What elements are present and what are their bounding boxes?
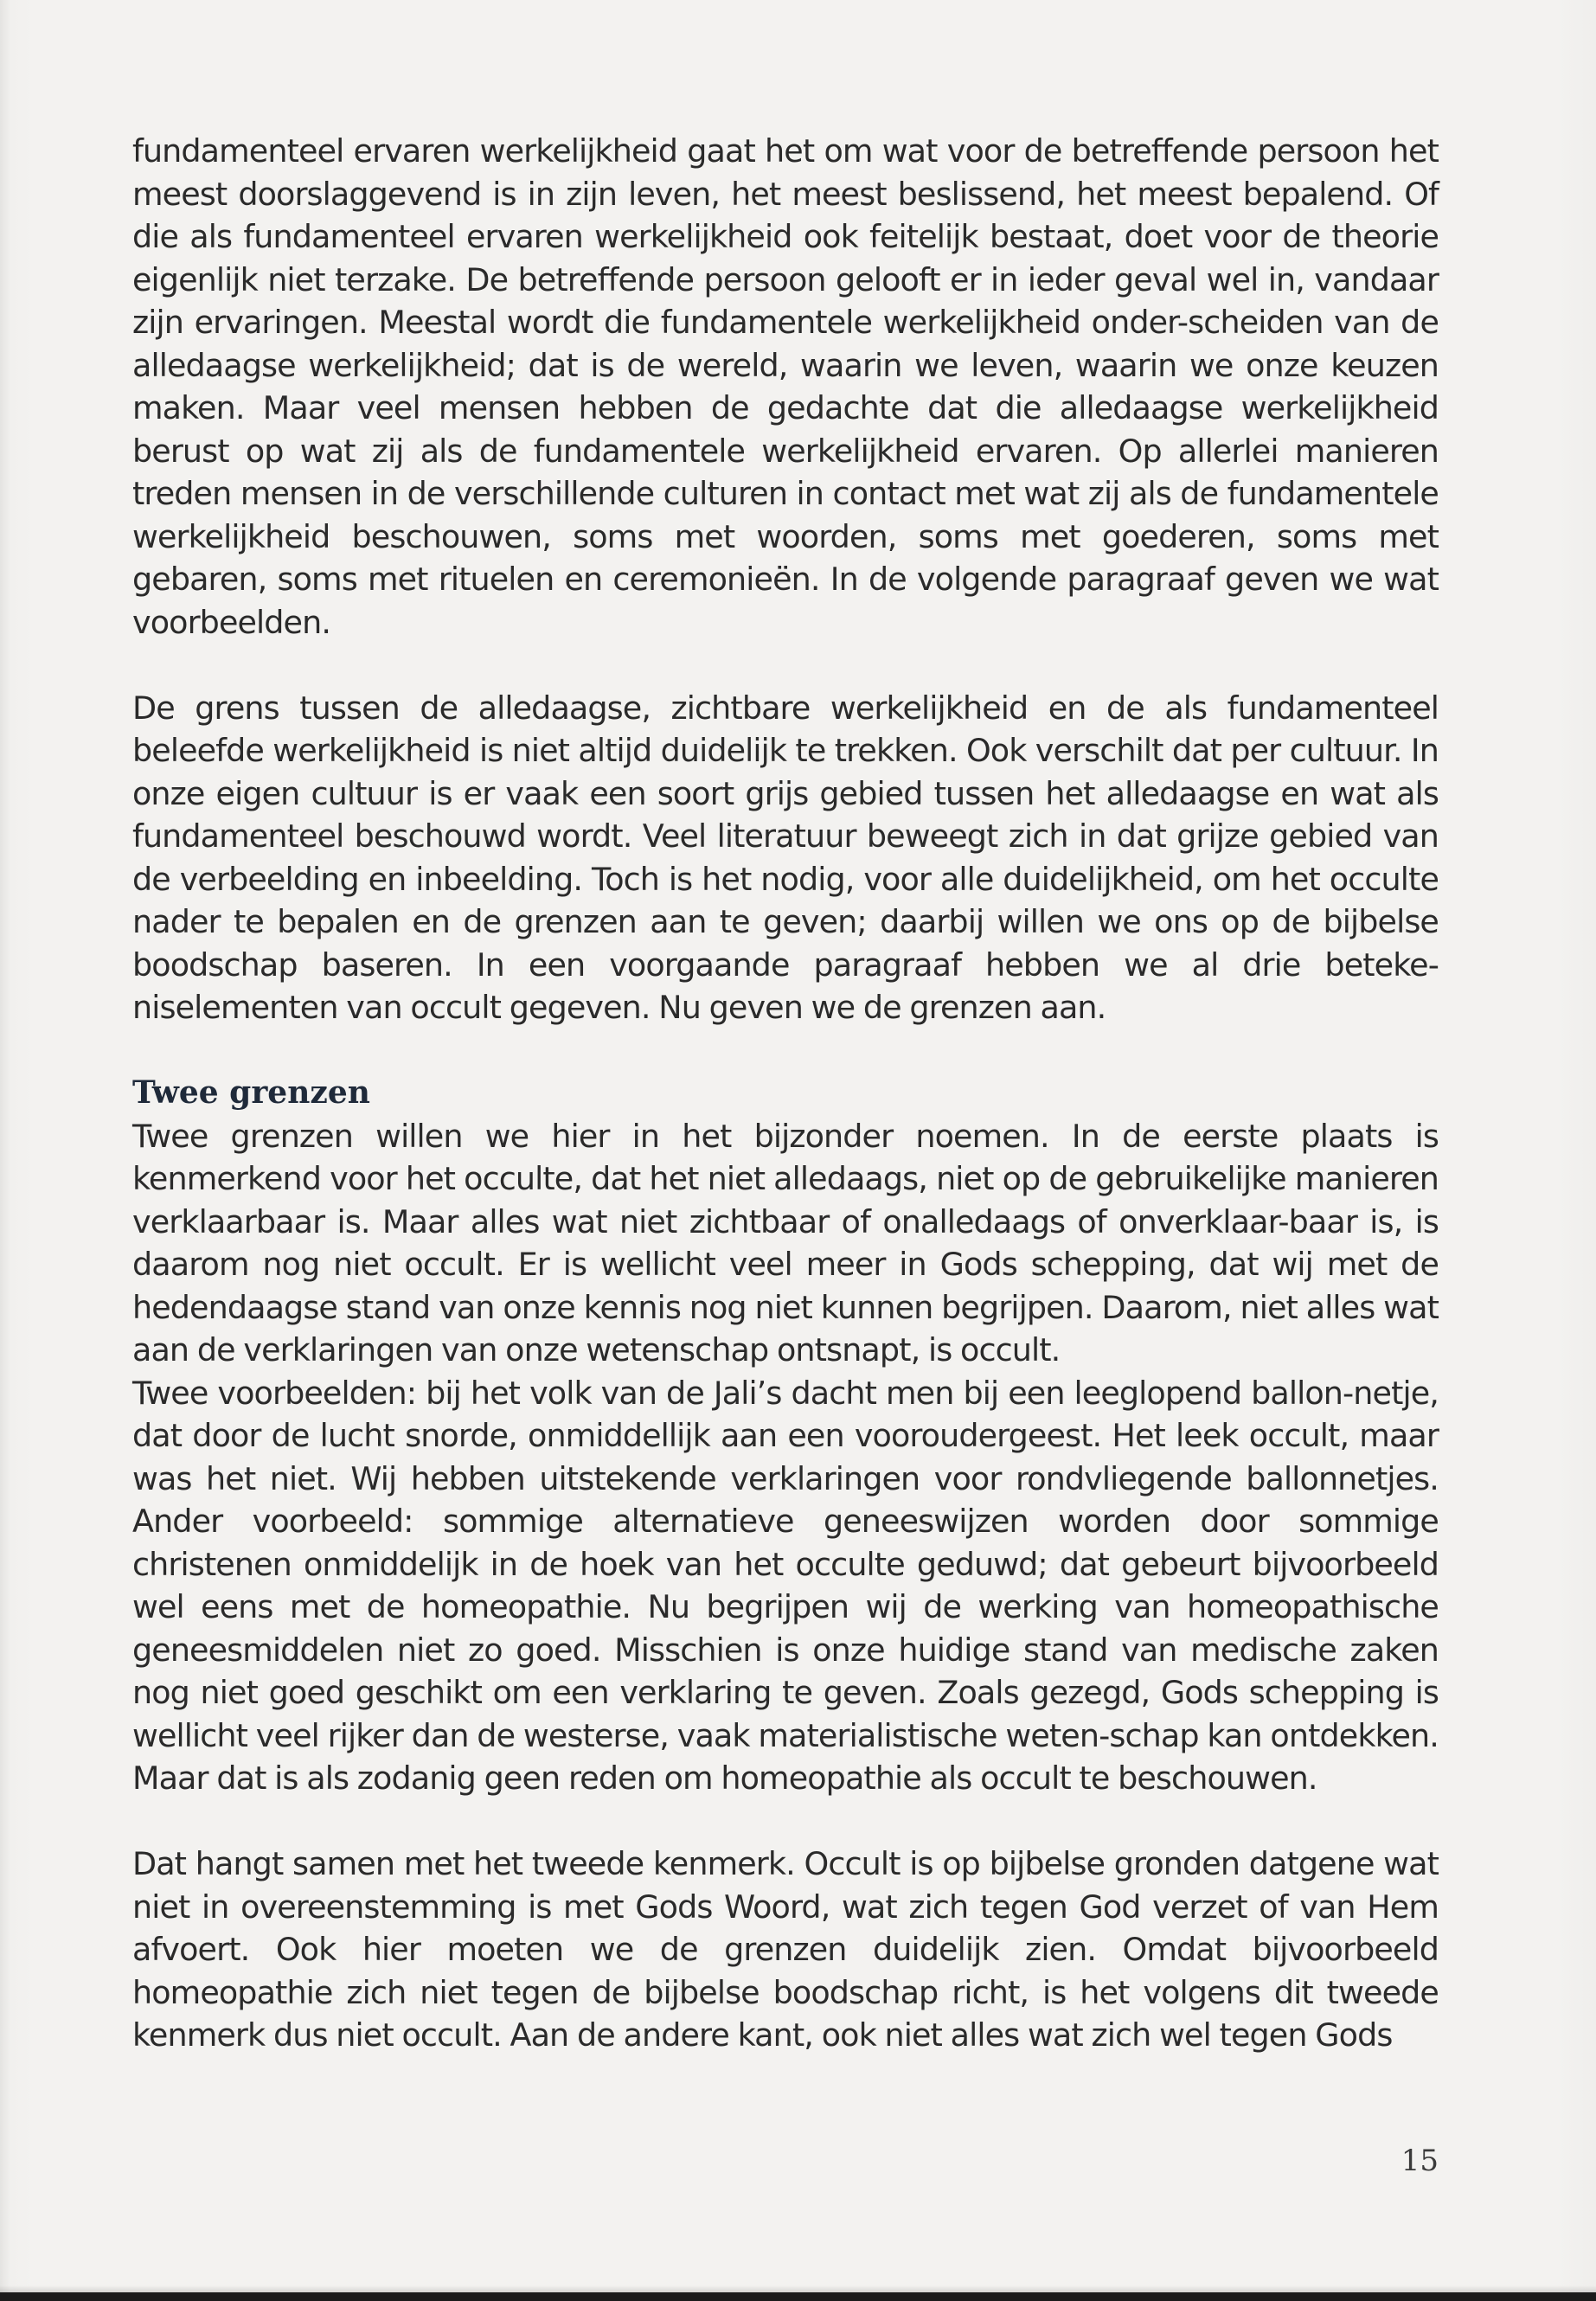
paragraph-gap — [132, 1029, 1439, 1073]
paragraph-1: fundamenteel ervaren werkelijkheid gaat het om wat voor de betreffende persoon het meest doorslaggevend is in zijn leven, het meest beslissend, het meest bepalend. Of die als fundamenteel ervaren werkelijkheid ook feitelijk bestaat, doet voor de theorie eigenlijk niet terzake. De betreffende persoon gelooft er in ieder geval wel in, vandaar zijn ervaringen. Meestal wordt die fundamentele werkelijkheid onder-scheiden van de alledaagse werkelijkheid; dat is de wereld, waarin we leven, waarin we onze keuzen maken. Maar veel mensen hebben de gedachte dat die alledaagse werkelijkheid berust op wat zij als de fundamentele werkelijkheid ervaren. Op allerlei manieren treden mensen in de verschillende culturen in contact met wat zij als de fundamentele werkelijkheid beschouwen, soms met woorden, soms met goederen, soms met gebaren, soms met rituelen en ceremonieën. In de volgende paragraaf geven we wat voorbeelden. — [132, 132, 1439, 641]
page-number: 15 — [1401, 2144, 1439, 2178]
section-heading: Twee grenzen — [132, 1074, 370, 1111]
paragraph-5: Dat hangt samen met het tweede kenmerk. Occult is op bijbelse gronden datgene wat niet in overeenstemming is met Gods Woord, wat zich tegen God verzet of van Hem afvoert. Ook hier moeten we de grenzen duidelijk zien. Omdat bijvoorbeeld homeopathie zich niet tegen de bijbelse boodschap richt, is het volgens dit tweede kenmerk dus niet occult. Aan de andere kant, ook niet alles wat zich wel tegen Gods — [132, 1845, 1439, 2054]
body-text — [132, 130, 1439, 2057]
paragraph-2: De grens tussen de alledaagse, zichtbare werkelijkheid en de als fundamenteel beleefde werkelijkheid is niet altijd duidelijk te trekken. Ook verschilt dat per cultuur. In onze eigen cultuur is er vaak een soort grijs gebied tussen het alledaagse en wat als fundamenteel beschouwd wordt. Veel literatuur beweegt zich in dat grijze gebied van de verbeelding en inbeelding. Toch is het nodig, voor alle duidelijkheid, om het occulte nader te bepalen en de grenzen aan te geven; daarbij willen we ons op de bijbelse boodschap baseren. In een voorgaande paragraaf hebben we al drie beteke-niselementen van occult gegeven. Nu geven we de grenzen aan. — [132, 689, 1439, 1026]
paragraph-3: Twee grenzen willen we hier in het bijzonder noemen. In de eerste plaats is kenmerkend voor het occulte, dat het niet alledaags, niet op de gebruikelijke manieren verklaarbaar is. Maar alles wat niet zichtbaar of onalledaags of onverklaar-baar is, is daarom nog niet occult. Er is wellicht veel meer in Gods schepping, dat wij met de hedendaagse stand van onze kennis nog niet kunnen begrijpen. Daarom, niet alles wat aan de verklaringen van onze wetenschap ontsnapt, is occult. — [132, 1117, 1439, 1368]
page-bottom-edge — [0, 2292, 1596, 2301]
paragraph-gap — [132, 644, 1439, 687]
page-bottom-shadow — [0, 2285, 1596, 2292]
paragraph-4: Twee voorbeelden: bij het volk van de Jali’s dacht men bij een leeglopend ballon-netje, dat door de lucht snorde, onmiddellijk aan een vooroudergeest. Het leek occult, maar was het niet. Wij hebben uitstekende verklaringen voor rondvliegende ballonnetjes. Ander voorbeeld: sommige alternatieve geneeswijzen worden door sommige christenen onmiddelijk in de hoek van het occulte geduwd; dat gebeurt bijvoorbeeld wel eens met de homeopathie. Nu begrijpen wij de werking van homeopathische geneesmiddelen niet zo goed. Misschien is onze huidige stand van medische zaken nog niet goed geschikt om een verklaring te geven. Zoals gezegd, Gods schepping is wellicht veel rijker dan de westerse, vaak materialistische weten-schap kan ontdekken. Maar dat is als zodanig geen reden om homeopathie als occult te beschouwen. — [132, 1374, 1439, 1797]
paragraph-gap — [132, 1800, 1439, 1843]
